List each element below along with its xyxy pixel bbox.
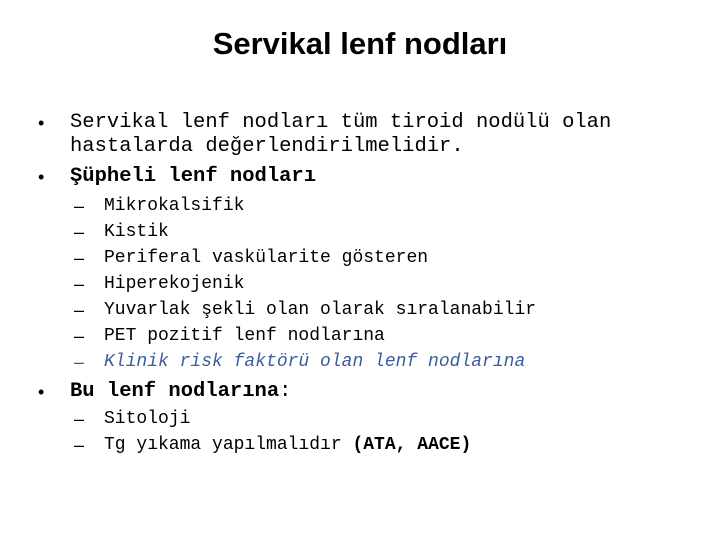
bullet-text — [70, 380, 291, 404]
bullet-marker: • — [38, 167, 45, 187]
bullet-text-line-2: hastalarda değerlendirilmelidir. — [70, 135, 464, 158]
sub-item-text: Kistik — [104, 222, 169, 242]
bullet-marker: • — [38, 113, 45, 133]
dash-marker: – — [74, 274, 85, 294]
dash-marker: – — [74, 326, 85, 346]
dash-marker: – — [74, 196, 85, 216]
bullet-marker: • — [38, 382, 45, 402]
bullet-text: Şüpheli lenf nodları — [70, 165, 317, 188]
dash-marker: – — [74, 435, 85, 455]
sub-item-text: Yuvarlak şekli olan olarak sıralanabilir — [104, 300, 537, 320]
sub-item-text: Hiperekojenik — [104, 274, 245, 294]
dash-marker: – — [74, 248, 85, 268]
sub-item-text-regular: Tg yıkama yapılmalıdır — [104, 435, 353, 455]
sub-item-text: Sitoloji — [104, 409, 191, 429]
sub-item-text-bold: (ATA, AACE) — [352, 435, 472, 455]
dash-marker: – — [74, 300, 85, 320]
sub-item-text: PET pozitif lenf nodlarına — [104, 326, 385, 346]
dash-marker: – — [74, 409, 85, 429]
sub-item-text — [104, 434, 471, 456]
bullet-text-bold: Bu lenf nodlarına — [70, 380, 280, 403]
sub-item-text: Mikrokalsifik — [104, 196, 245, 216]
slide-title: Servikal lenf nodları — [212, 26, 508, 61]
dash-marker: – — [74, 352, 85, 372]
bullet-text-line-1: Servikal lenf nodları tüm tiroid nodülü olan — [70, 111, 612, 134]
sub-item-text: Periferal vaskülarite gösteren — [104, 248, 429, 268]
bullet-text-rest: : — [279, 380, 292, 403]
sub-item-text: Klinik risk faktörü olan lenf nodlarına — [104, 352, 526, 372]
dash-marker: – — [74, 222, 85, 242]
